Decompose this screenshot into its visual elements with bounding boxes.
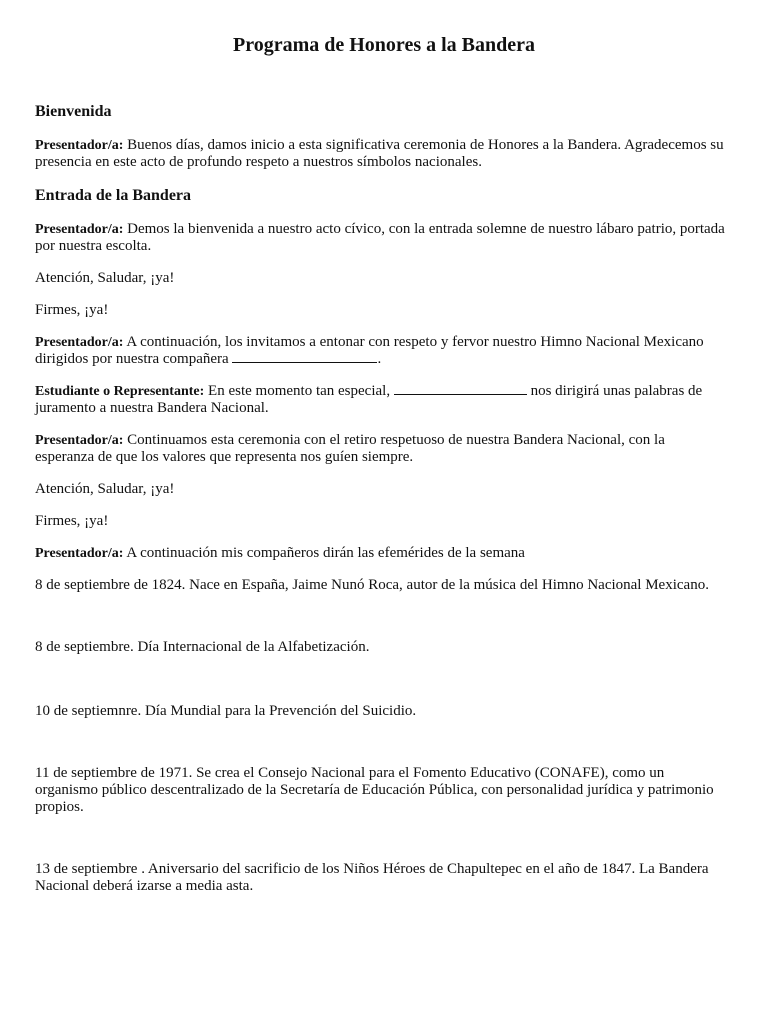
command-line: Firmes, ¡ya!: [35, 302, 109, 318]
paragraph-entrada-4: [35, 432, 725, 466]
efemeride-item: 11 de septiembre de 1971. Se crea el Consejo Nacional para el Fomento Educativo (CONAFE), como un organismo público descentralizado de la Secretaría de Educación Pública, con personalidad jurídica y patrimonio propios.: [35, 765, 714, 815]
paragraph-entrada-2: [35, 334, 725, 368]
speaker-label: Estudiante o Representante:: [35, 384, 205, 399]
command-line: Atención, Saludar, ¡ya!: [35, 481, 175, 497]
paragraph-end: .: [377, 351, 382, 367]
paragraph-text: Demos la bienvenida a nuestro acto cívico, con la entrada solemne de nuestro lábaro patrio, portada por nuestra escolta.: [35, 221, 725, 254]
paragraph-text: En este momento tan especial,: [204, 383, 394, 399]
paragraph-bienvenida: [35, 137, 725, 171]
section-heading-bienvenida: Bienvenida: [35, 103, 112, 120]
command-line: Atención, Saludar, ¡ya!: [35, 270, 175, 286]
paragraph-text: nos dirigirá unas palabras de juramento a nuestra Bandera Nacional.: [35, 383, 703, 416]
paragraph-text: A continuación mis compañeros dirán las efemérides de la semana: [123, 545, 525, 561]
efemeride-item: 8 de septiembre. Día Internacional de la Alfabetización.: [35, 639, 370, 655]
paragraph-entrada-5: [35, 545, 725, 562]
efemeride-item: 8 de septiembre de 1824. Nace en España, Jaime Nunó Roca, autor de la música del Himno Nacional Mexicano.: [35, 577, 709, 593]
document-body: [35, 102, 725, 910]
speaker-label: Presentador/a:: [35, 335, 124, 350]
paragraph-text: Continuamos esta ceremonia con el retiro respetuoso de nuestra Bandera Nacional, con la esperanza de que los valores que representa nos guíen siempre.: [35, 432, 665, 465]
speaker-label: Presentador/a:: [35, 138, 124, 153]
paragraph-entrada-3: [35, 383, 725, 417]
efemeride-item: 13 de septiembre . Aniversario del sacrificio de los Niños Héroes de Chapultepec en el año de 1847. La Bandera Nacional deberá izarse a media asta.: [35, 861, 709, 894]
document-title: Programa de Honores a la Bandera: [232, 34, 536, 56]
command-line: Firmes, ¡ya!: [35, 513, 109, 529]
speaker-label: Presentador/a:: [35, 546, 124, 561]
paragraph-text: Buenos días, damos inicio a esta significativa ceremonia de Honores a la Bandera. Agradecemos su presencia en este acto de profundo respeto a nuestros símbolos nacionales.: [35, 137, 724, 170]
speaker-label: Presentador/a:: [35, 433, 124, 448]
blank-line: [394, 384, 527, 395]
paragraph-entrada-1: [35, 221, 725, 255]
efemeride-item: 10 de septiemnre. Día Mundial para la Prevención del Suicidio.: [35, 703, 417, 719]
blank-line: [232, 352, 377, 363]
speaker-label: Presentador/a:: [35, 222, 124, 237]
paragraph-text: A continuación, los invitamos a entonar con respeto y fervor nuestro Himno Nacional Mexicano dirigidos por nuestra compañera: [35, 334, 704, 367]
section-heading-entrada: Entrada de la Bandera: [35, 187, 192, 204]
